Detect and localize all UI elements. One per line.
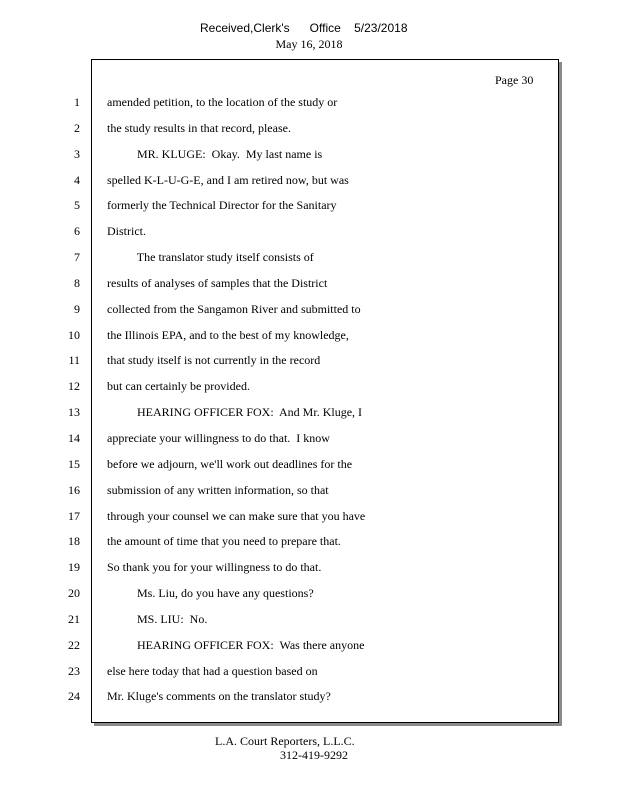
court-reporter-name: L.A. Court Reporters, L.L.C. [215,734,355,748]
line-number: 12 [68,379,80,394]
line-number: 9 [74,301,80,316]
line-number: 16 [68,482,80,497]
line-number: 6 [74,224,80,239]
transcript-line: but can certainly be provided. [107,379,250,394]
transcript-line: District. [107,224,146,239]
transcript-line: appreciate your willingness to do that. I know [107,430,330,445]
line-number: 2 [74,120,80,135]
line-number: 17 [68,508,80,523]
line-number: 15 [68,456,80,471]
line-number: 10 [68,327,80,342]
transcript-line: through your counsel we can make sure that you have [107,508,366,523]
court-reporter-phone: 312-419-9292 [280,748,348,762]
clerk-received-stamp: Received,Clerk's Office 5/23/2018 [200,21,408,35]
line-number: 13 [68,405,80,420]
line-number: 23 [68,663,80,678]
transcript-line: else here today that had a question based on [107,663,318,678]
transcript-line: So thank you for your willingness to do that. [107,560,322,575]
transcript-line: collected from the Sangamon River and submitted to [107,301,361,316]
transcript-line: submission of any written information, so that [107,482,329,497]
line-number: 21 [68,611,80,626]
page-number: Page 30 [495,73,534,87]
line-number: 7 [74,250,80,265]
transcript-line: HEARING OFFICER FOX: Was there anyone [107,637,365,652]
transcript-line: HEARING OFFICER FOX: And Mr. Kluge, I [107,405,363,420]
transcript-line: that study itself is not currently in the record [107,353,321,368]
line-number: 4 [74,172,80,187]
transcript-text [107,94,547,714]
line-number: 5 [74,198,80,213]
transcript-line: amended petition, to the location of the study or [107,95,338,109]
transcript-line: the study results in that record, please. [107,120,291,135]
transcript-line: before we adjourn, we'll work out deadlines for the [107,456,353,471]
transcript-line: Ms. Liu, do you have any questions? [107,586,314,601]
transcript-line: spelled K-L-U-G-E, and I am retired now, but was [107,172,349,187]
line-number: 18 [68,534,80,549]
line-number-column [56,94,86,714]
transcript-line: MR. KLUGE: Okay. My last name is [107,146,323,161]
transcript-date: May 16, 2018 [275,37,343,51]
transcript-line: the amount of time that you need to prepare that. [107,534,341,549]
line-number: 22 [68,637,80,652]
line-number: 24 [68,689,80,704]
transcript-line: MS. LIU: No. [107,611,208,626]
transcript-line: results of analyses of samples that the District [107,275,328,290]
line-number: 3 [74,146,80,161]
transcript-line: Mr. Kluge's comments on the translator study? [107,689,331,704]
line-number: 20 [68,586,80,601]
line-number: 11 [68,353,80,368]
transcript-line: formerly the Technical Director for the Sanitary [107,198,337,213]
line-number: 1 [74,95,80,109]
transcript-line: the Illinois EPA, and to the best of my knowledge, [107,327,349,342]
transcript-line: The translator study itself consists of [107,250,314,265]
line-number: 8 [74,275,80,290]
line-number: 19 [68,560,80,575]
line-number: 14 [68,430,80,445]
